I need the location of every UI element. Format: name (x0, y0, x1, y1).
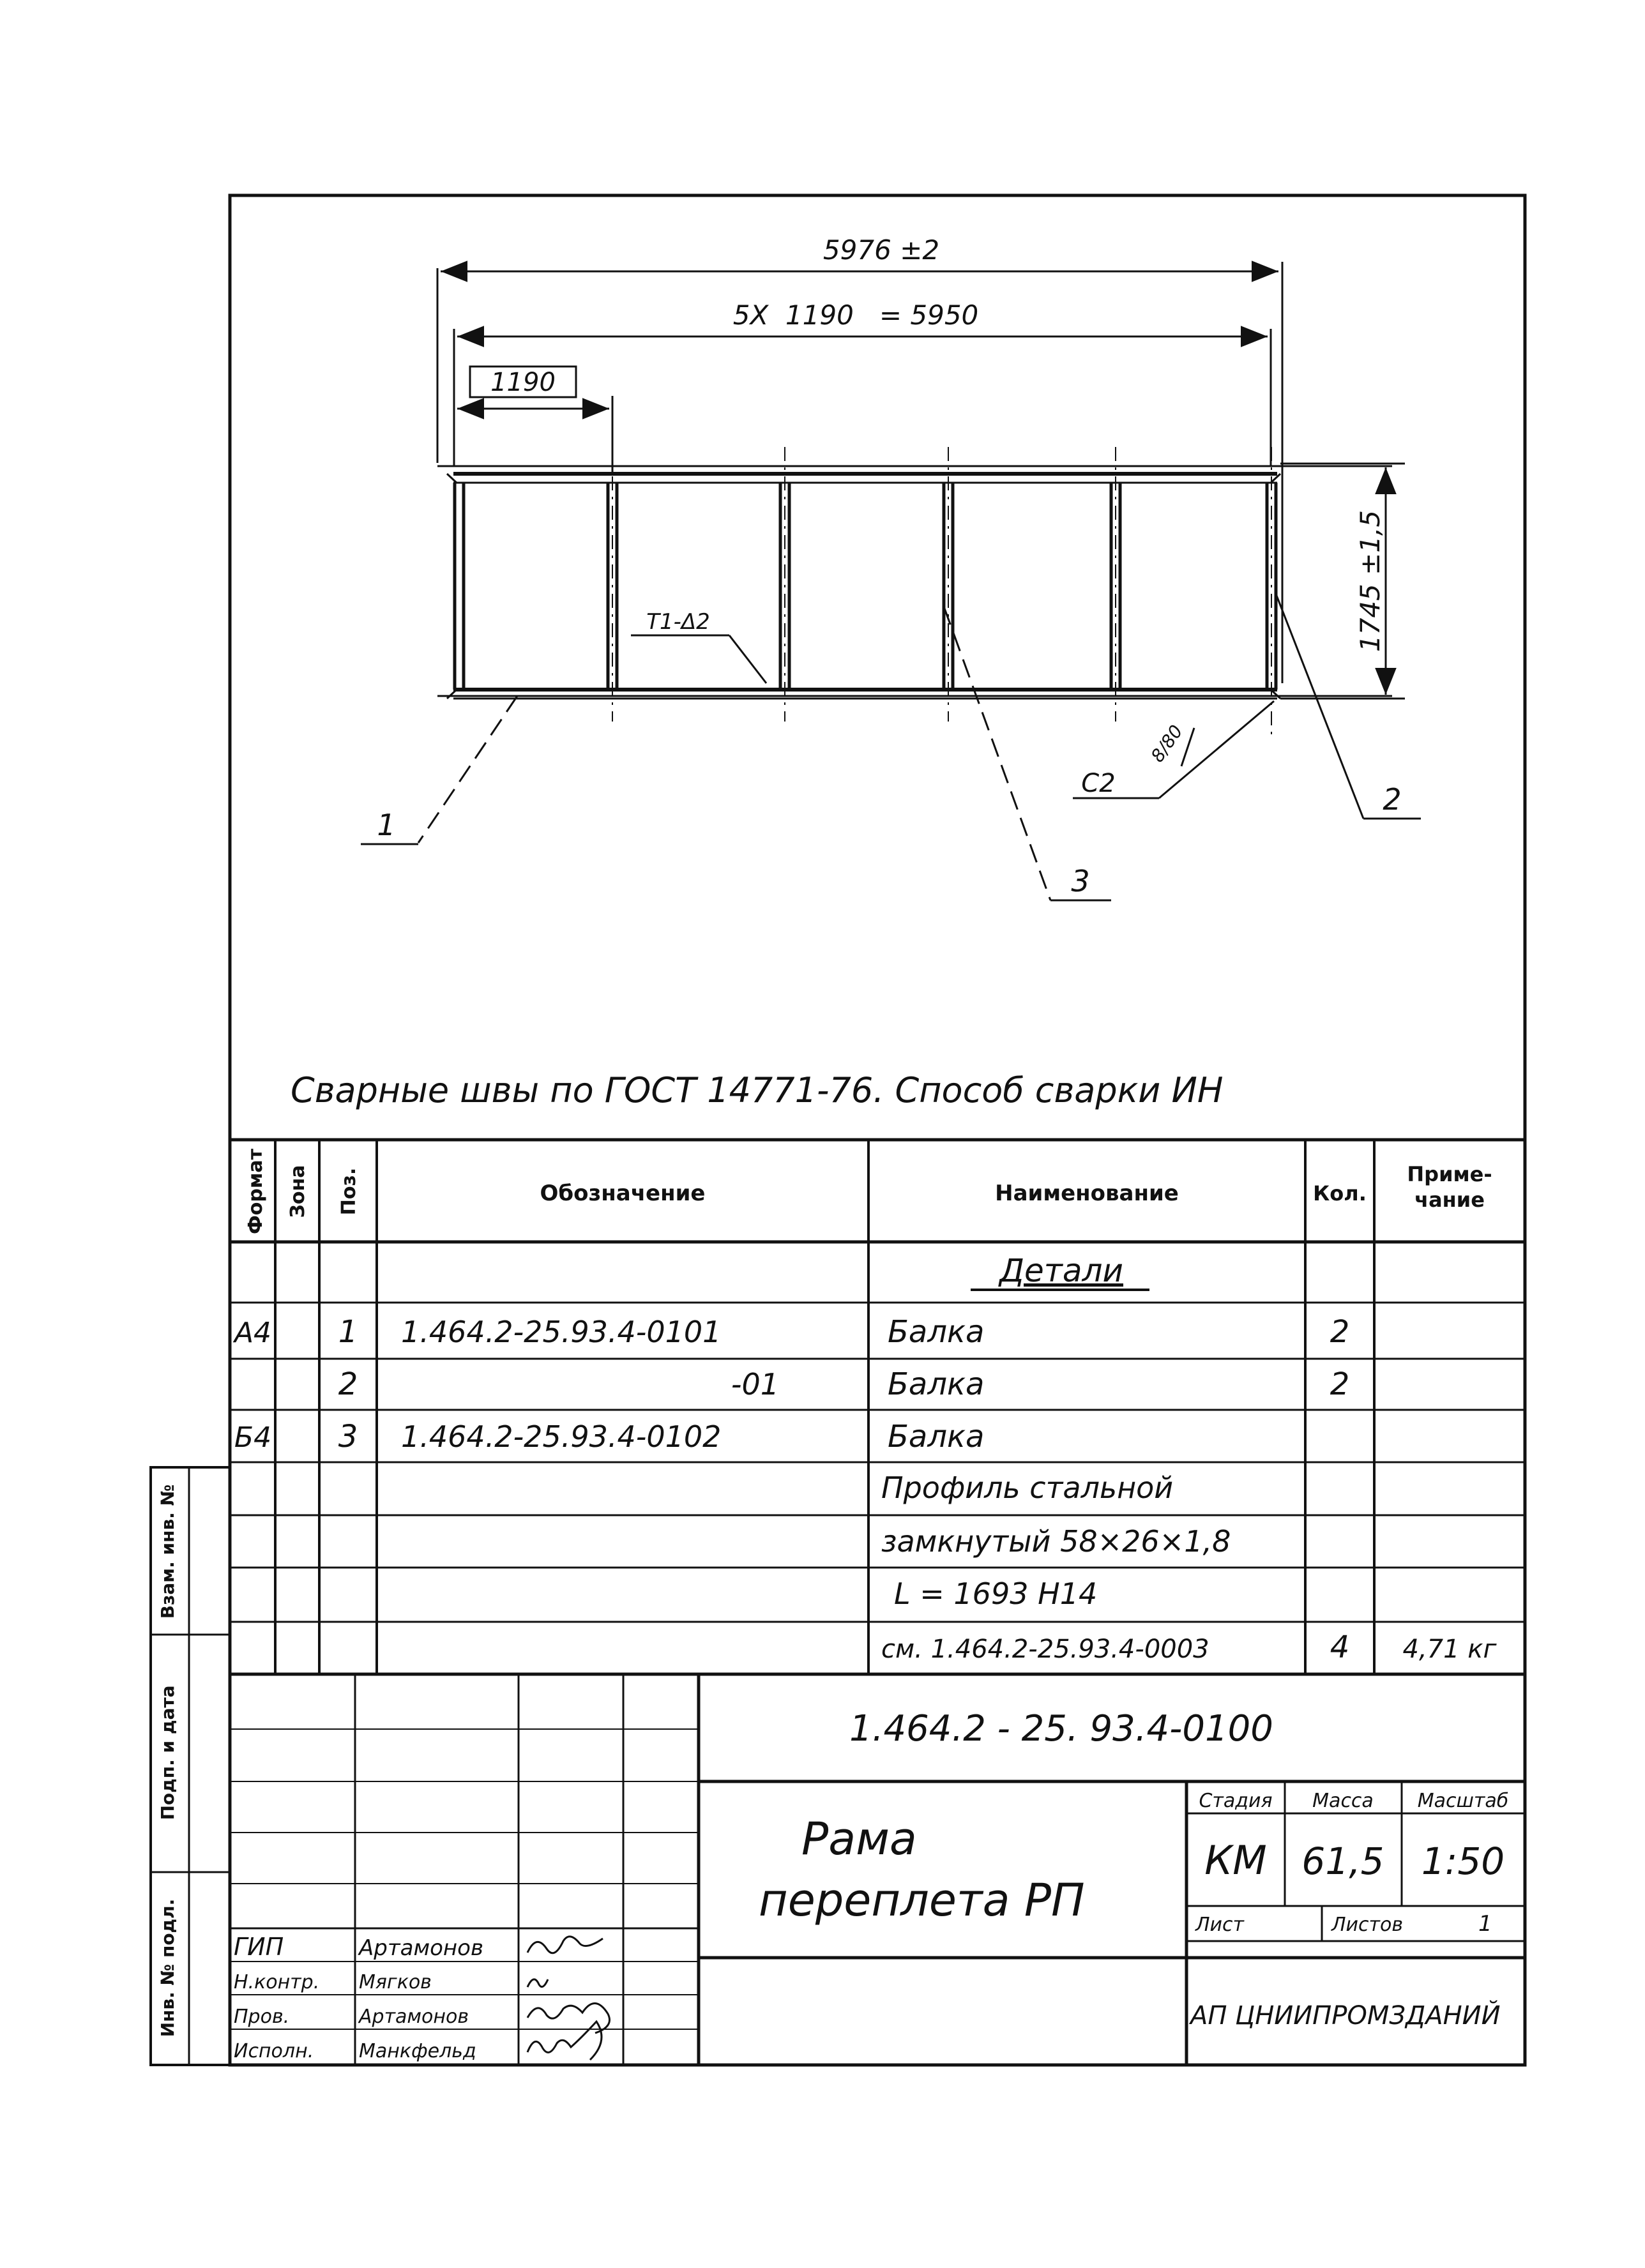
role-name: Мягков (359, 1971, 432, 1993)
header-format: Формат (245, 1149, 267, 1234)
role-label: Н.контр. (234, 1971, 320, 1993)
table-row: замкнутый 58×26×1,8 (881, 1524, 1231, 1559)
table-row: Профиль стальной (881, 1470, 1174, 1505)
stage-label: Стадия (1199, 1790, 1273, 1812)
header-note-line1: Приме- (1407, 1162, 1492, 1186)
mass-value: 61,5 (1301, 1840, 1384, 1883)
role-label: Пров. (234, 2006, 290, 2028)
role-name: Артамонов (359, 2006, 469, 2028)
header-name: Наименование (995, 1181, 1179, 1206)
doc-code: 1.464.2 - 25. 93.4-0100 (849, 1708, 1273, 1750)
svg-text:4: 4 (1330, 1629, 1350, 1665)
stamp-vzam: Взам. инв. № (157, 1484, 178, 1619)
header-note-line2: чание (1414, 1188, 1485, 1212)
svg-text:Б4: Б4 (234, 1421, 272, 1454)
stamp-podp: Подп. и дата (157, 1685, 178, 1820)
section-title: Детали (999, 1252, 1124, 1289)
dim-total-text: 5976 ±2 (822, 234, 940, 266)
drawing-title-line2: переплета РП (759, 1874, 1085, 1926)
weld-label-c2: C2 (1081, 769, 1116, 798)
leader-lines (361, 594, 1421, 900)
title-block-grid (151, 1467, 1525, 2065)
welding-note: Сварные швы по ГОСТ 14771-76. Способ сварки ИН (291, 1070, 1224, 1110)
svg-text:2: 2 (1330, 1314, 1350, 1350)
sheet-label: Лист (1195, 1914, 1245, 1936)
stamp-inv: Инв. № подл. (157, 1898, 178, 2037)
role-name: Манкфельд (359, 2040, 476, 2062)
svg-text:4,71 кг: 4,71 кг (1402, 1635, 1497, 1664)
signatures (527, 1937, 610, 2060)
table-row (338, 1366, 1350, 1402)
spec-table-grid (230, 1140, 1525, 1674)
callout-1: 1 (377, 808, 396, 842)
table-row (234, 1419, 985, 1455)
header-zone: Зона (287, 1165, 309, 1218)
callout-2: 2 (1383, 782, 1402, 817)
sheets-count: 1 (1478, 1911, 1492, 1937)
svg-text:Балка: Балка (888, 1366, 985, 1402)
callout-3: 3 (1071, 864, 1090, 898)
mass-label: Масса (1312, 1790, 1374, 1812)
dim-chain-text: 5X 1190 = 5950 (732, 299, 979, 331)
dim-height-text: 1745 ±1,5 (1354, 510, 1386, 653)
sheets-label: Листов (1331, 1914, 1404, 1936)
header-qty: Кол. (1313, 1181, 1367, 1206)
svg-text:1.464.2-25.93.4-0102: 1.464.2-25.93.4-0102 (401, 1419, 722, 1454)
header-designation: Обозначение (540, 1181, 706, 1206)
role-name: Артамонов (359, 1935, 484, 1961)
drawing-title-line1: Рама (801, 1813, 917, 1865)
dim-module-text: 1190 (490, 368, 556, 397)
svg-text:2: 2 (1330, 1366, 1350, 1402)
svg-text:А4: А4 (234, 1317, 272, 1349)
organization: АП ЦНИИПРОМЗДАНИЙ (1190, 2001, 1501, 2030)
svg-text:-01: -01 (731, 1367, 779, 1402)
frame-drawing (437, 447, 1392, 734)
table-row: L = 1693 H14 (894, 1576, 1098, 1611)
svg-text:3: 3 (338, 1419, 358, 1455)
role-label: Исполн. (234, 2040, 314, 2062)
svg-text:1: 1 (338, 1314, 358, 1350)
svg-text:Балка: Балка (888, 1314, 985, 1350)
scale-value: 1:50 (1421, 1840, 1505, 1883)
weld-label-t1: T1-Δ2 (646, 609, 710, 635)
weld-c2-size: 8/80 (1146, 721, 1187, 766)
header-pos: Поз. (338, 1167, 360, 1216)
table-row (881, 1629, 1497, 1665)
sheet-frame (230, 195, 1525, 2065)
role-label: ГИП (234, 1933, 284, 1961)
svg-text:1.464.2-25.93.4-0101: 1.464.2-25.93.4-0101 (401, 1315, 722, 1349)
stage-value: КМ (1204, 1837, 1267, 1884)
svg-text:2: 2 (338, 1366, 358, 1402)
svg-text:Балка: Балка (888, 1419, 985, 1455)
scale-label: Масштаб (1417, 1790, 1509, 1812)
table-row (232, 1314, 1349, 1350)
svg-text:см. 1.464.2-25.93.4-0003: см. 1.464.2-25.93.4-0003 (881, 1635, 1209, 1664)
